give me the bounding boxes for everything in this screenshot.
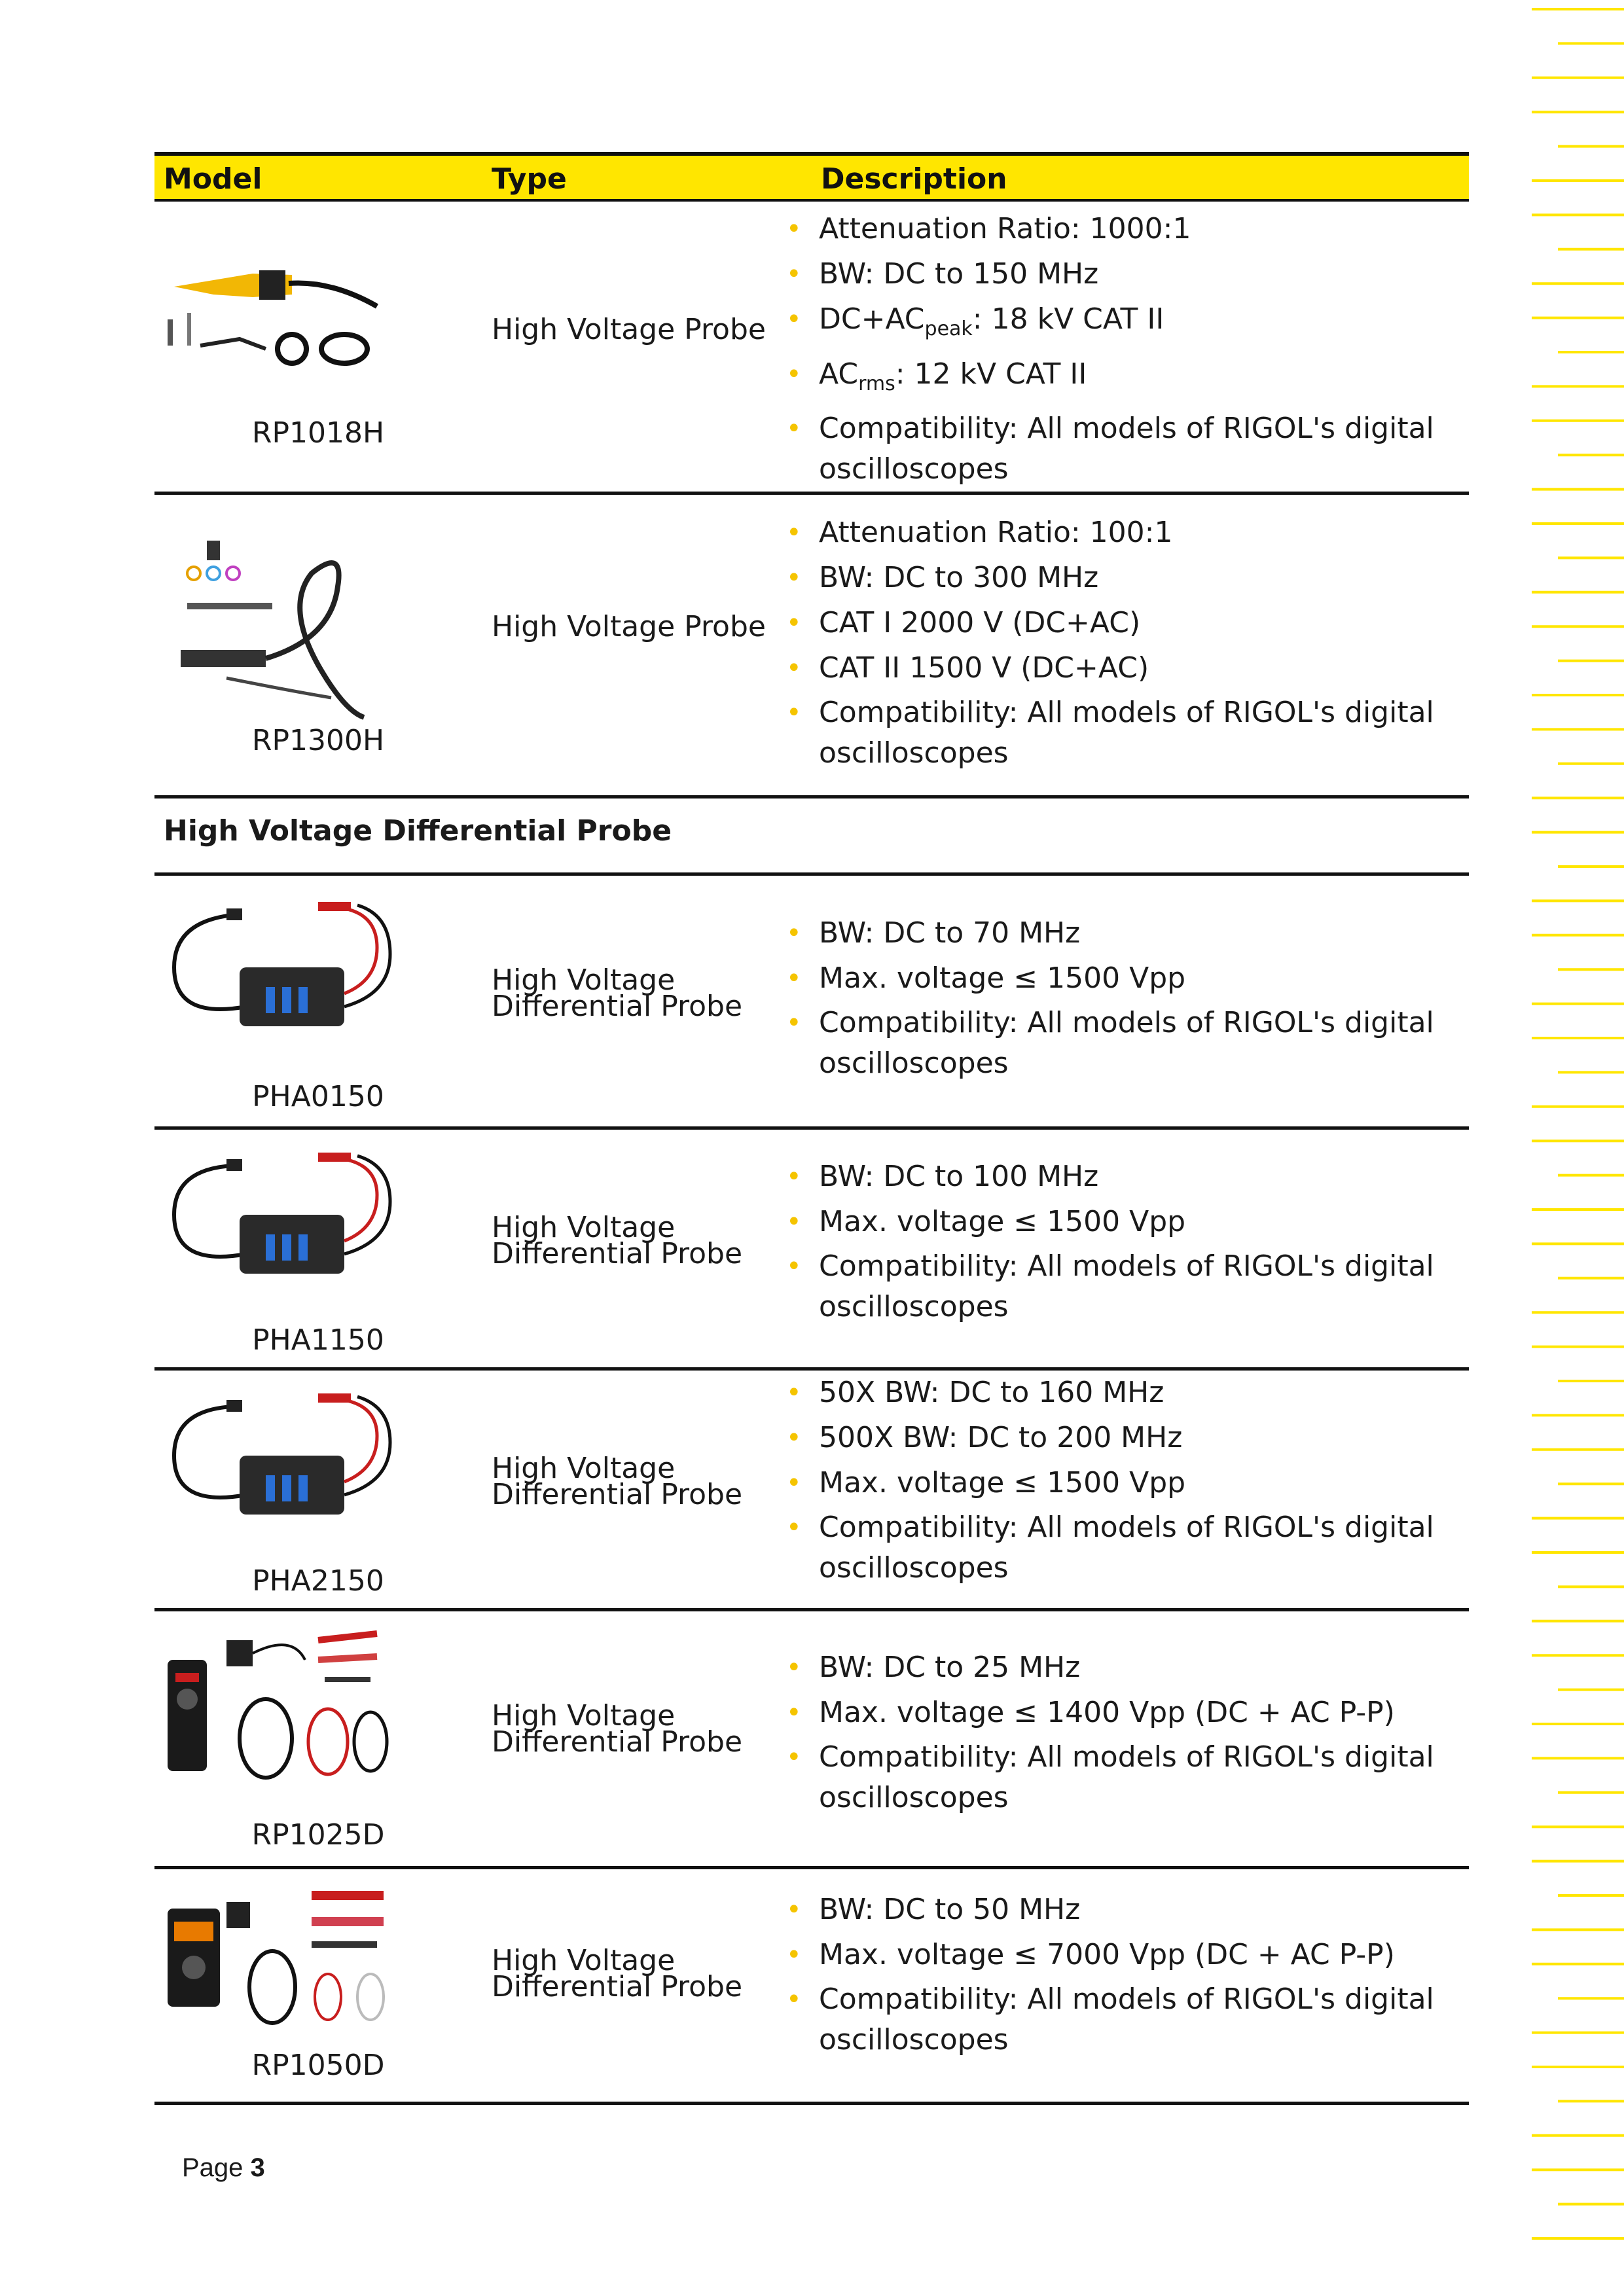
spec-item: • Compatibility: All models of RIGOL's digital oscilloscopes [819, 408, 1460, 490]
differential-probe-icon [161, 895, 397, 1046]
model-name: PHA0150 [252, 1080, 384, 1113]
probe-type: High Voltage Probe [492, 313, 766, 346]
bullet-icon: • [786, 1162, 802, 1192]
spec-item: • BW: DC to 100 MHz [819, 1156, 1460, 1198]
bullet-icon: • [786, 1513, 802, 1543]
bullet-icon: • [786, 413, 802, 444]
bullet-icon: • [786, 1940, 802, 1970]
model-name: RP1018H [251, 416, 385, 450]
spec-list [786, 512, 1460, 777]
spec-item: • BW: DC to 25 MHz [819, 1647, 1460, 1689]
page-number: Page 3 [182, 2153, 265, 2182]
spec-item: • Compatibility: All models of RIGOL's digital oscilloscopes [819, 1737, 1460, 1818]
table-row [154, 876, 1469, 1130]
table-row [154, 202, 1469, 495]
bullet-icon: • [786, 1742, 802, 1772]
table-row [154, 1371, 1469, 1611]
bullet-icon: • [786, 1008, 802, 1038]
spec-item: • Compatibility: All models of RIGOL's digital oscilloscopes [819, 1979, 1460, 2060]
section-row [154, 798, 1469, 876]
header-description: Description [821, 162, 1007, 196]
spec-list [786, 1372, 1460, 1592]
spec-item: • Compatibility: All models of RIGOL's digital oscilloscopes [819, 1003, 1460, 1084]
bullet-icon: • [786, 1653, 802, 1683]
differential-probe-kit-icon [161, 1882, 397, 2026]
differential-probe-kit-icon [161, 1627, 397, 1784]
spec-item: • Max. voltage ≤ 1500 Vpp [819, 1201, 1460, 1243]
spec-item: • 50X BW: DC to 160 MHz [819, 1372, 1460, 1414]
bullet-icon: • [786, 1207, 802, 1237]
model-name: RP1300H [251, 724, 385, 757]
bullet-icon: • [786, 1468, 802, 1498]
header-type: Type [492, 162, 567, 196]
bullet-icon: • [786, 1984, 802, 2015]
spec-item: • Compatibility: All models of RIGOL's digital oscilloscopes [819, 1246, 1460, 1327]
bullet-icon: • [786, 359, 802, 389]
bullet-icon: • [786, 608, 802, 638]
spec-item: • BW: DC to 300 MHz [819, 557, 1460, 599]
spec-item: • BW: DC to 150 MHz [819, 253, 1460, 295]
spec-list [786, 1647, 1460, 1821]
spec-list [786, 912, 1460, 1087]
spec-item: • Max. voltage ≤ 1500 Vpp [819, 1462, 1460, 1504]
bullet-icon: • [786, 918, 802, 948]
spec-item: • CAT I 2000 V (DC+AC) [819, 602, 1460, 644]
spec-item: • $AC_{rms}$: 12 kV CAT II [819, 353, 1460, 405]
model-name: PHA2150 [252, 1564, 384, 1598]
bullet-icon: • [786, 563, 802, 593]
spec-item: • 500X BW: DC to 200 MHz [819, 1417, 1460, 1459]
spec-item: • $DC+AC_{peak}$: 18 kV CAT II [819, 298, 1460, 350]
spec-item: • BW: DC to 70 MHz [819, 912, 1460, 954]
probe-type: High Voltage Differential Probe [492, 1211, 743, 1270]
probe-type: High Voltage Differential Probe [492, 1452, 743, 1511]
table-row [154, 1611, 1469, 1869]
differential-probe-icon [161, 1390, 397, 1528]
spec-item: • Max. voltage ≤ 1500 Vpp [819, 958, 1460, 999]
table-header [154, 152, 1469, 202]
spec-list [786, 208, 1460, 493]
model-name: PHA1150 [252, 1323, 384, 1357]
spec-item: • Compatibility: All models of RIGOL's digital oscilloscopes [819, 692, 1460, 774]
spec-list [786, 1889, 1460, 2064]
high-voltage-probe-grey-icon [161, 534, 397, 730]
probe-type: High Voltage Differential Probe [492, 963, 743, 1023]
side-decoration [1525, 0, 1624, 2296]
differential-probe-icon [161, 1149, 397, 1287]
table-row [154, 1869, 1469, 2105]
bullet-icon: • [786, 214, 802, 244]
bullet-icon: • [786, 518, 802, 548]
probe-type: High Voltage Differential Probe [492, 1944, 743, 2003]
model-name: RP1050D [251, 2049, 385, 2082]
probe-table [154, 152, 1469, 2082]
table-row [154, 495, 1469, 798]
spec-item: • CAT II 1500 V (DC+AC) [819, 647, 1460, 689]
table-row [154, 1130, 1469, 1371]
spec-item: • Attenuation Ratio: 1000:1 [819, 208, 1460, 250]
section-title: High Voltage Differential Probe [164, 814, 672, 848]
probe-type: High Voltage Differential Probe [492, 1699, 743, 1759]
bullet-icon: • [786, 698, 802, 728]
spec-item: • Max. voltage ≤ 1400 Vpp (DC + AC P-P) [819, 1692, 1460, 1734]
bullet-icon: • [786, 259, 802, 289]
model-name: RP1025D [251, 1818, 385, 1852]
bullet-icon: • [786, 963, 802, 994]
probe-type: High Voltage Probe [492, 610, 766, 643]
spec-list [786, 1156, 1460, 1331]
spec-item: • Attenuation Ratio: 100:1 [819, 512, 1460, 554]
bullet-icon: • [786, 1251, 802, 1282]
header-model: Model [164, 162, 262, 196]
bullet-icon: • [786, 1423, 802, 1453]
bullet-icon: • [786, 1895, 802, 1925]
spec-item: • Max. voltage ≤ 7000 Vpp (DC + AC P-P) [819, 1934, 1460, 1976]
spec-item: • BW: DC to 50 MHz [819, 1889, 1460, 1931]
bullet-icon: • [786, 1378, 802, 1408]
spec-item: • Compatibility: All models of RIGOL's digital oscilloscopes [819, 1507, 1460, 1588]
bullet-icon: • [786, 653, 802, 683]
bullet-icon: • [786, 304, 802, 334]
high-voltage-probe-yellow-icon [161, 234, 397, 372]
bullet-icon: • [786, 1698, 802, 1728]
